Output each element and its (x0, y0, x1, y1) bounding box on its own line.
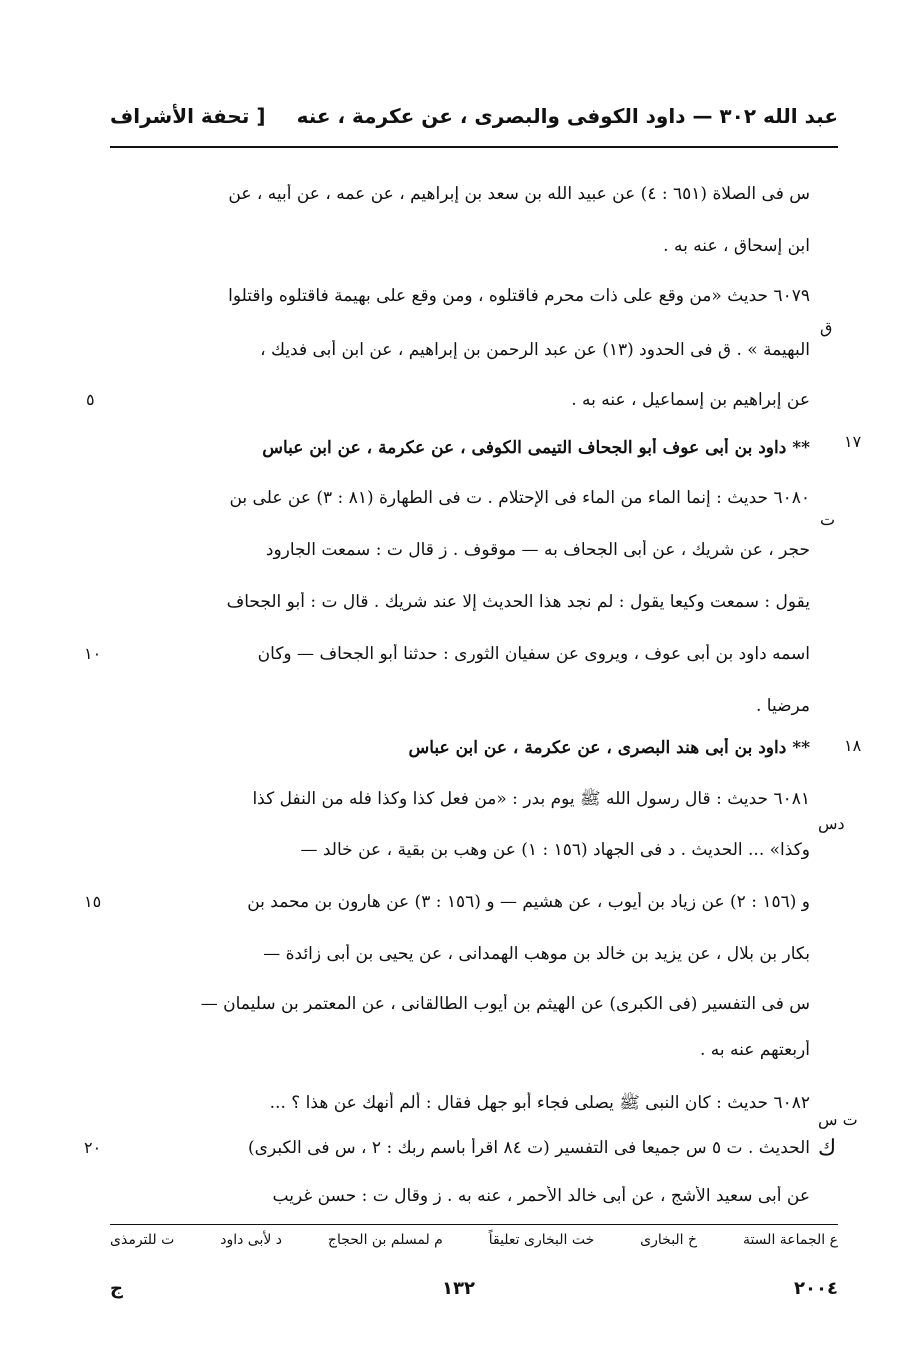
text-line: مرضيا . (755, 696, 810, 716)
legend-item: د لأبى داود (220, 1232, 283, 1248)
text-line: اسمه داود بن أبى عوف ، ويروى عن سفيان الثورى : حدثنا أبو الجحاف — وكان (257, 644, 810, 664)
footer-rule (110, 1224, 838, 1225)
text-line: ٦٠٨٠ حديث : إنما الماء من الماء فى الإحتلام . ت فى الطهارة (٨١ : ٣) عن على بن (229, 488, 810, 508)
margin-number-5: ٥ (86, 390, 95, 409)
text-line: البهيمة » . ق فى الحدود (١٣) عن عبد الرحمن بن إبراهيم ، عن ابن أبى فديك ، (260, 340, 810, 360)
header-rule (110, 146, 838, 148)
text-line: حجر ، عن شريك ، عن أبى الجحاف به — موقوف . ز قال ت : سمعت الجارود (265, 540, 810, 560)
margin-number-15: ١٥ (84, 892, 102, 911)
legend-item: م لمسلم بن الحجاج (327, 1232, 443, 1248)
margin-note-dal-sin: دس (818, 814, 845, 833)
footer-volume-number: ٢٠٠٤ (794, 1278, 838, 1299)
legend-item: ع الجماعة الستة (742, 1232, 838, 1248)
page-number: ١٣٢ (442, 1278, 475, 1299)
margin-note-ta: ت (820, 510, 836, 529)
legend-item: خ البخارى (640, 1232, 698, 1248)
text-line: بكار بن بلال ، عن يزيد بن خالد بن موهب الهمدانى ، عن يحيى بن أبى زائدة — (263, 944, 810, 964)
text-line: ** داود بن أبى عوف أبو الجحاف التيمى الكوفى ، عن عكرمة ، عن ابن عباس (262, 438, 810, 458)
margin-note-kaf: ك (818, 1136, 837, 1161)
text-line: س فى الصلاة (٦٥١ : ٤) عن عبيد الله بن سعد بن إبراهيم ، عن عمه ، عن أبيه ، عن (228, 184, 810, 204)
text-line: و (١٥٦ : ٢) عن زياد بن أيوب ، عن هشيم — و (١٥٦ : ٣) عن هارون بن محمد بن (247, 892, 810, 912)
text-line: أربعتهم عنه به . (700, 1040, 810, 1060)
text-line: ٦٠٨١ حديث : قال رسول الله ﷺ يوم بدر : «من فعل كذا وكذا فله من النفل كذا (252, 789, 810, 809)
footer-signature-mark: ج (110, 1278, 123, 1299)
text-line: س فى التفسير (فى الكبرى) عن الهيثم بن أيوب الطالقانى ، عن المعتمر بن سليمان — (200, 994, 810, 1014)
margin-note-qaf: ق (820, 318, 833, 337)
margin-number-20: ٢٠ (84, 1138, 102, 1157)
text-line: الحديث . ت ٥ س جميعا فى التفسير (ت ٨٤ اقرأ باسم ربك : ٢ ، س فى الكبرى) (248, 1138, 810, 1158)
running-header (110, 96, 838, 136)
text-line: ٦٠٧٩ حديث «من وقع على ذات محرم فاقتلوه ، ومن وقع على بهيمة فاقتلوه واقتلوا (228, 286, 810, 306)
legend-item: ت للترمذى (110, 1232, 175, 1248)
legend-item: خت البخارى تعليقاً (488, 1232, 595, 1248)
header-left-title: [ تحفة الأشراف (110, 104, 266, 128)
text-line: يقول : سمعت وكيعا يقول : لم نجد هذا الحديث إلا عند شريك . قال ت : أبو الجحاف (226, 592, 810, 612)
text-line: ** داود بن أبى هند البصرى ، عن عكرمة ، عن ابن عباس (408, 738, 810, 758)
sigla-legend (110, 1232, 838, 1260)
margin-number-17: ١٧ (844, 432, 862, 451)
margin-note-ta-sin: ت س (818, 1110, 858, 1129)
margin-number-18: ١٨ (844, 736, 862, 755)
text-line: عن أبى سعيد الأشج ، عن أبى خالد الأحمر ، عنه به . ز وقال ت : حسن غريب (272, 1186, 810, 1206)
header-right-title: عبد الله ٣٠٢ — داود الكوفى والبصرى ، عن عكرمة ، عنه (296, 104, 838, 128)
text-line: ٦٠٨٢ حديث : كان النبى ﷺ يصلى فجاء أبو جهل فقال : ألم أنهك عن هذا ؟ ... (269, 1093, 810, 1113)
page-footer (110, 1278, 838, 1306)
text-line: عن إبراهيم بن إسماعيل ، عنه به . (571, 390, 810, 410)
text-line: وكذا» ... الحديث . د فى الجهاد (١٥٦ : ١) عن وهب بن بقية ، عن خالد — (300, 840, 810, 860)
margin-number-10: ١٠ (84, 644, 102, 663)
text-line: ابن إسحاق ، عنه به . (663, 236, 810, 256)
